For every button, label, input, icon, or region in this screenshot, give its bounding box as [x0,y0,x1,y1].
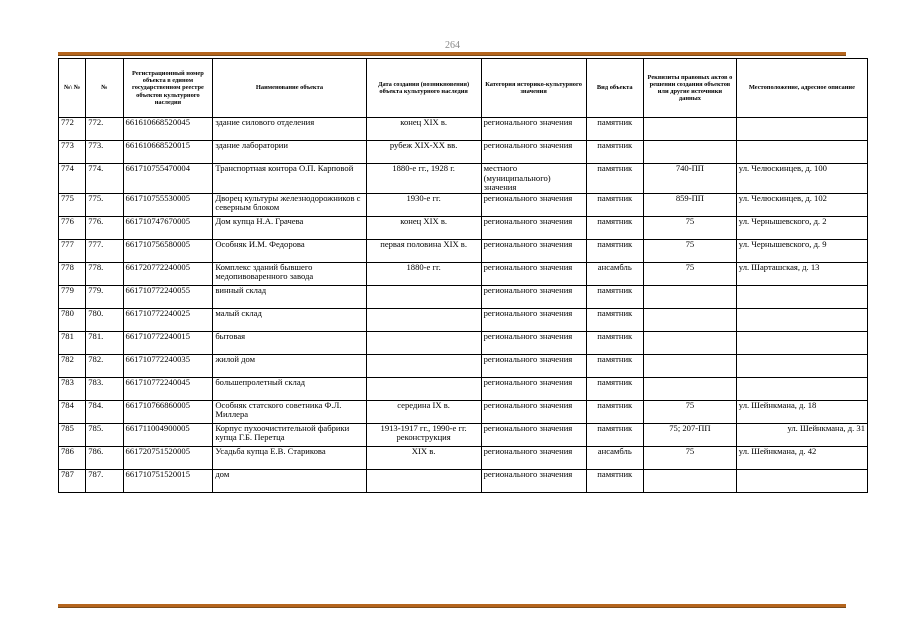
cell-n2: 786. [86,446,123,469]
cell-legal-acts [644,308,737,331]
cell-registration-number: 661610668520015 [123,141,213,164]
header-location: Местоположение, адресное описание [736,59,867,118]
cell-n2: 783. [86,377,123,400]
cell-object-name: винный склад [213,285,366,308]
header-category: Категория историко-культурного значения [481,59,586,118]
cell-legal-acts [644,141,737,164]
table-row [59,164,868,194]
header-object-type: Вид объекта [586,59,643,118]
footer-rule [58,604,846,608]
cell-category: регионального значения [481,141,586,164]
cell-legal-acts [644,377,737,400]
cell-location: ул. Челюскинцев, д. 100 [736,164,867,194]
cell-object-name: Транспортная контора О.П. Карповой [213,164,366,194]
cell-object-type: памятник [586,400,643,423]
cell-location [736,285,867,308]
cell-legal-acts [644,118,737,141]
table-header [59,59,868,118]
header-object-name: Наименование объекта [213,59,366,118]
table-row [59,400,868,423]
header-creation-date: Датa создания (возникновения) объекта культурного наследия [366,59,481,118]
cell-registration-number: 661720772240005 [123,262,213,285]
page-number: 264 [445,40,460,51]
cell-object-name: Особняк статского советника Ф.Л. Миллера [213,400,366,423]
cell-n2: 785. [86,423,123,446]
cell-category: регионального значения [481,377,586,400]
cell-n2: 777. [86,239,123,262]
cell-n2: 772. [86,118,123,141]
table-row [59,118,868,141]
cell-registration-number: 661710772240055 [123,285,213,308]
cell-legal-acts: 75 [644,262,737,285]
cell-creation-date [366,377,481,400]
cell-object-type: памятник [586,331,643,354]
cell-legal-acts: 859-ПП [644,193,737,216]
table-row [59,285,868,308]
cell-n2: 787. [86,469,123,492]
cell-legal-acts: 75 [644,216,737,239]
cell-legal-acts [644,285,737,308]
table-body [59,118,868,493]
cell-n1: 776 [59,216,86,239]
cell-object-name: Дом купца Н.А. Грачева [213,216,366,239]
cell-object-type: памятник [586,239,643,262]
cell-category: регионального значения [481,446,586,469]
cell-category: регионального значения [481,423,586,446]
header-rule [58,52,846,56]
cell-n2: 779. [86,285,123,308]
table-row [59,423,868,446]
cell-object-type: памятник [586,423,643,446]
cell-location: ул. Чернышевского, д. 2 [736,216,867,239]
cell-location [736,331,867,354]
cell-category: регионального значения [481,193,586,216]
table-row [59,141,868,164]
cell-object-type: памятник [586,216,643,239]
cell-registration-number: 661710756580005 [123,239,213,262]
cell-creation-date [366,331,481,354]
cell-category: регионального значения [481,285,586,308]
cell-n2: 784. [86,400,123,423]
cell-object-type: памятник [586,285,643,308]
cell-creation-date [366,354,481,377]
cell-object-type: памятник [586,118,643,141]
cell-registration-number: 661710755470004 [123,164,213,194]
cell-n1: 787 [59,469,86,492]
table-row [59,377,868,400]
cell-object-type: памятник [586,469,643,492]
cell-n1: 772 [59,118,86,141]
cell-legal-acts: 75 [644,446,737,469]
cell-creation-date: конец XIX в. [366,216,481,239]
cell-creation-date: первая половина XIX в. [366,239,481,262]
cell-n1: 786 [59,446,86,469]
table-row [59,308,868,331]
table-row [59,469,868,492]
cell-location [736,141,867,164]
cell-creation-date: 1930-е гг. [366,193,481,216]
cell-location [736,118,867,141]
cell-registration-number: 661710766860005 [123,400,213,423]
cell-object-name: дом [213,469,366,492]
cell-registration-number: 661710772240025 [123,308,213,331]
cell-n2: 781. [86,331,123,354]
cell-location [736,469,867,492]
cell-legal-acts [644,469,737,492]
cell-category: регионального значения [481,262,586,285]
cell-n1: 782 [59,354,86,377]
cell-object-name: бытовая [213,331,366,354]
cell-n2: 776. [86,216,123,239]
cell-n1: 778 [59,262,86,285]
cell-n1: 783 [59,377,86,400]
header-legal-acts: Реквизиты правовых актов о решении создания объектов или другие источники данных [644,59,737,118]
cell-object-name: Особняк И.М. Федорова [213,239,366,262]
cell-registration-number: 661610668520045 [123,118,213,141]
cell-n1: 781 [59,331,86,354]
cell-n2: 773. [86,141,123,164]
cell-object-type: памятник [586,141,643,164]
cell-object-type: памятник [586,164,643,194]
cell-creation-date: 1880-е гг., 1928 г. [366,164,481,194]
cell-creation-date [366,469,481,492]
cell-creation-date: 1913-1917 гг., 1990-е гг. реконструкция [366,423,481,446]
cell-n1: 777 [59,239,86,262]
cell-creation-date: середина IX в. [366,400,481,423]
cell-creation-date [366,308,481,331]
cell-creation-date: XIX в. [366,446,481,469]
cell-creation-date [366,285,481,308]
cell-legal-acts: 75 [644,239,737,262]
cell-n2: 774. [86,164,123,194]
heritage-registry-table [58,58,868,493]
cell-registration-number: 661710772240015 [123,331,213,354]
cell-object-type: ансамбль [586,262,643,285]
cell-object-type: памятник [586,193,643,216]
cell-object-name: здание силового отделения [213,118,366,141]
cell-location [736,308,867,331]
cell-n2: 782. [86,354,123,377]
cell-object-type: ансамбль [586,446,643,469]
cell-registration-number: 661710772240045 [123,377,213,400]
cell-object-name: Комплекс зданий бывшего медопивоваренного завода [213,262,366,285]
cell-object-type: памятник [586,377,643,400]
cell-location: ул. Шейнкмана, д. 31 [736,423,867,446]
cell-legal-acts [644,354,737,377]
table-row [59,216,868,239]
cell-creation-date: 1880-е гг. [366,262,481,285]
table-row [59,193,868,216]
cell-legal-acts: 75 [644,400,737,423]
cell-n2: 780. [86,308,123,331]
cell-n1: 774 [59,164,86,194]
header-n1: №\ № [59,59,86,118]
table-row [59,446,868,469]
cell-registration-number: 661710751520015 [123,469,213,492]
cell-object-name: Дворец культуры железнодорожников с северным блоком [213,193,366,216]
cell-legal-acts: 740-ПП [644,164,737,194]
cell-category: регионального значения [481,331,586,354]
table-row [59,354,868,377]
cell-n1: 773 [59,141,86,164]
cell-n1: 775 [59,193,86,216]
table-row [59,331,868,354]
cell-location: ул. Челюскинцев, д. 102 [736,193,867,216]
cell-n1: 785 [59,423,86,446]
cell-location: ул. Шейнкмана, д. 42 [736,446,867,469]
cell-registration-number: 661710747670005 [123,216,213,239]
cell-legal-acts: 75; 207-ПП [644,423,737,446]
cell-location: ул. Шарташская, д. 13 [736,262,867,285]
table-row [59,239,868,262]
cell-object-name: Усадьба купца Е.В. Старикова [213,446,366,469]
cell-object-name: жилой дом [213,354,366,377]
cell-object-name: здание лаборатории [213,141,366,164]
cell-category: регионального значения [481,354,586,377]
cell-location [736,377,867,400]
header-registration-number: Регистрационный номер объекта в едином государственном реестре объектов культурного наследия [123,59,213,118]
table-row [59,262,868,285]
header-n2: № [86,59,123,118]
cell-category: местного (муниципального) значения [481,164,586,194]
cell-registration-number: 661720751520005 [123,446,213,469]
cell-object-name: большепролетный склад [213,377,366,400]
cell-n1: 779 [59,285,86,308]
cell-object-type: памятник [586,308,643,331]
cell-registration-number: 661710772240035 [123,354,213,377]
cell-object-type: памятник [586,354,643,377]
cell-location: ул. Шейнкмана, д. 18 [736,400,867,423]
cell-n1: 780 [59,308,86,331]
cell-n1: 784 [59,400,86,423]
cell-n2: 778. [86,262,123,285]
cell-location: ул. Чернышевского, д. 9 [736,239,867,262]
cell-category: регионального значения [481,308,586,331]
cell-category: регионального значения [481,118,586,141]
cell-location [736,354,867,377]
cell-n2: 775. [86,193,123,216]
cell-category: регионального значения [481,216,586,239]
cell-creation-date: конец XIX в. [366,118,481,141]
cell-registration-number: 661710755530005 [123,193,213,216]
cell-legal-acts [644,331,737,354]
cell-registration-number: 661711004900005 [123,423,213,446]
cell-category: регионального значения [481,400,586,423]
cell-category: регионального значения [481,469,586,492]
cell-creation-date: рубеж XIX-XX вв. [366,141,481,164]
cell-object-name: малый склад [213,308,366,331]
cell-object-name: Корпус пухоочистительной фабрики купца Г.Б. Перетца [213,423,366,446]
cell-category: регионального значения [481,239,586,262]
